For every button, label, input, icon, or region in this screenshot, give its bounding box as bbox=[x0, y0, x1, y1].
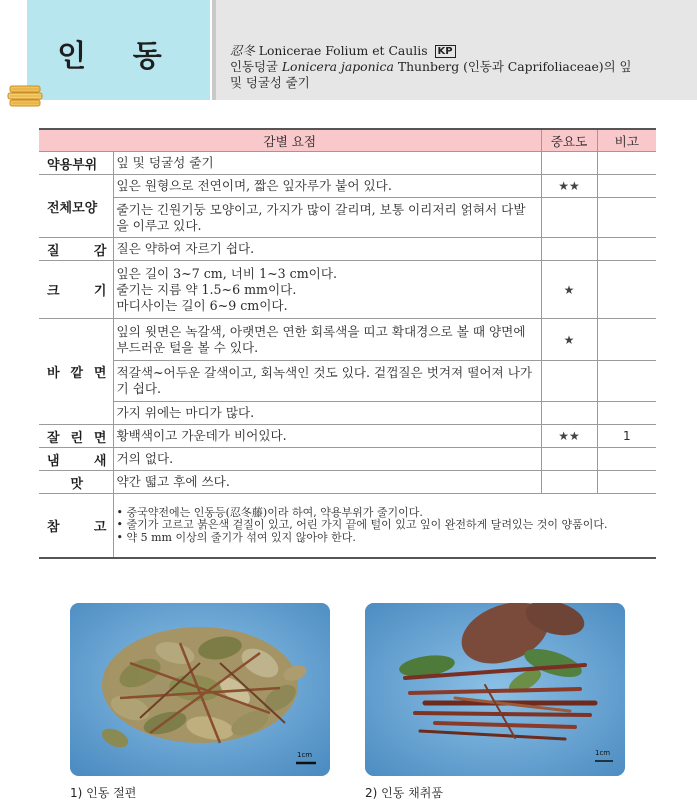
latin-name: Lonicerae Folium et Caulis bbox=[258, 43, 428, 58]
category-smell: 냄 새 bbox=[39, 448, 113, 471]
importance bbox=[541, 238, 597, 261]
caption-harvested: 2) 인동 채취품 bbox=[365, 786, 443, 800]
category-size: 크 기 bbox=[39, 261, 113, 319]
table-row bbox=[39, 471, 656, 494]
category-reference: 참 고 bbox=[39, 494, 113, 558]
importance bbox=[541, 361, 597, 402]
col-header-remarks: 비고 bbox=[597, 129, 656, 152]
caption-cut-pieces: 1) 인동 절편 bbox=[70, 786, 137, 800]
importance: ★★ bbox=[541, 425, 597, 448]
category-medicinal-part: 약용부위 bbox=[39, 152, 113, 175]
description: 거의 없다. bbox=[113, 448, 541, 471]
table-row bbox=[39, 402, 656, 425]
header-line-3: 및 덩굴성 줄기 bbox=[230, 75, 310, 90]
size-line: 마디사이는 길이 6~9 cm이다. bbox=[116, 297, 288, 313]
description bbox=[113, 261, 541, 319]
species-name: Lonicera japonica bbox=[281, 59, 394, 74]
category-outer-surface: 바 깥 면 bbox=[39, 319, 113, 425]
importance: ★★ bbox=[541, 175, 597, 198]
col-header-points: 감별 요점 bbox=[39, 129, 541, 152]
table-row bbox=[39, 494, 656, 558]
remark bbox=[597, 198, 656, 238]
remark bbox=[597, 471, 656, 494]
remark bbox=[597, 152, 656, 175]
reference-text: 줄기가 고르고 붉은색 겉질이 있고, 어린 가지 끝에 털이 있고 잎이 완전하게 달려있는 것이 양품이다. bbox=[126, 518, 608, 531]
description: 줄기는 긴원기둥 모양이고, 가지가 많이 갈리며, 보통 이리저리 얽혀서 다발을 이루고 있다. bbox=[113, 198, 541, 238]
table-row bbox=[39, 175, 656, 198]
dried-leaves-image bbox=[70, 603, 330, 776]
table-row bbox=[39, 238, 656, 261]
harvested-stems-image bbox=[365, 603, 625, 776]
size-line: 잎은 길이 3~7 cm, 너비 1~3 cm이다. bbox=[116, 265, 337, 281]
col-header-importance: 중요도 bbox=[541, 129, 597, 152]
description: 약간 떫고 후에 쓰다. bbox=[113, 471, 541, 494]
remark bbox=[597, 175, 656, 198]
description: 잎 및 덩굴성 줄기 bbox=[113, 152, 541, 175]
table-row bbox=[39, 425, 656, 448]
category-overall-shape: 전체모양 bbox=[39, 175, 113, 238]
table-row bbox=[39, 319, 656, 361]
table-row bbox=[39, 261, 656, 319]
header-line-1 bbox=[230, 43, 685, 59]
importance: ★ bbox=[541, 261, 597, 319]
table-row bbox=[39, 448, 656, 471]
reference-item: • 약 5 mm 이상의 줄기가 섞여 있지 않아야 한다. bbox=[116, 530, 356, 544]
table-row bbox=[39, 152, 656, 175]
header-description bbox=[230, 43, 685, 91]
importance bbox=[541, 402, 597, 425]
category-taste: 맛 bbox=[39, 471, 113, 494]
importance: ★ bbox=[541, 319, 597, 361]
scale-label: 1cm bbox=[297, 751, 313, 759]
table-row bbox=[39, 198, 656, 238]
identification-table bbox=[39, 128, 656, 559]
table-header-row bbox=[39, 129, 656, 152]
remark bbox=[597, 402, 656, 425]
kp-badge: KP bbox=[435, 45, 456, 58]
remark bbox=[597, 238, 656, 261]
reference-item: • 중국약전에는 인동등(忍冬藤)이라 하여, 약용부위가 줄기이다. bbox=[116, 505, 423, 519]
importance bbox=[541, 198, 597, 238]
origin-plant: 인동덩굴 bbox=[230, 59, 282, 74]
reference-item: • 줄기가 고르고 붉은색 겉질이 있고, 어린 가지 끝에 털이 있고 잎이 완전하게 달려있는 것이 양품이다. bbox=[116, 518, 608, 531]
category-cut-surface: 잘 린 면 bbox=[39, 425, 113, 448]
description: 가지 위에는 마디가 많다. bbox=[113, 402, 541, 425]
remark: 1 bbox=[597, 425, 656, 448]
table-row bbox=[39, 361, 656, 402]
title-box bbox=[27, 0, 210, 100]
description: 잎은 원형으로 전연이며, 짧은 잎자루가 붙어 있다. bbox=[113, 175, 541, 198]
description: 잎의 윗면은 녹갈색, 아랫면은 연한 회록색을 띠고 확대경으로 볼 때 양면에 부드러운 털을 볼 수 있다. bbox=[113, 319, 541, 361]
description: 질은 약하여 자르기 쉽다. bbox=[113, 238, 541, 261]
description: 황백색이고 가운데가 비어있다. bbox=[113, 425, 541, 448]
importance bbox=[541, 471, 597, 494]
size-line: 줄기는 지름 약 1.5~6 mm이다. bbox=[116, 281, 297, 297]
importance bbox=[541, 152, 597, 175]
category-texture: 질 감 bbox=[39, 238, 113, 261]
remark bbox=[597, 361, 656, 402]
remark bbox=[597, 261, 656, 319]
hanja-name: 忍冬 bbox=[230, 43, 255, 58]
origin-rest: Thunberg (인동과 Caprifoliaceae)의 잎 bbox=[393, 59, 632, 74]
header-line-2 bbox=[230, 59, 685, 75]
photo-cut-pieces bbox=[70, 603, 330, 776]
reference-text: 중국약전에는 인동등(忍冬藤)이라 하여, 약용부위가 줄기이다. bbox=[126, 505, 423, 519]
photo-harvested bbox=[365, 603, 625, 776]
scale-label: 1cm bbox=[595, 749, 611, 757]
reference-text: 약 5 mm 이상의 줄기가 섞여 있지 않아야 한다. bbox=[126, 530, 356, 544]
remark bbox=[597, 448, 656, 471]
remark bbox=[597, 319, 656, 361]
reference-notes bbox=[113, 494, 656, 558]
description: 적갈색~어두운 갈색이고, 회녹색인 것도 있다. 겉껍질은 벗겨져 떨어져 나가기 쉽다. bbox=[113, 361, 541, 402]
importance bbox=[541, 448, 597, 471]
page-title: 인 동 bbox=[57, 39, 180, 74]
herb-bundle-icon bbox=[6, 80, 46, 114]
